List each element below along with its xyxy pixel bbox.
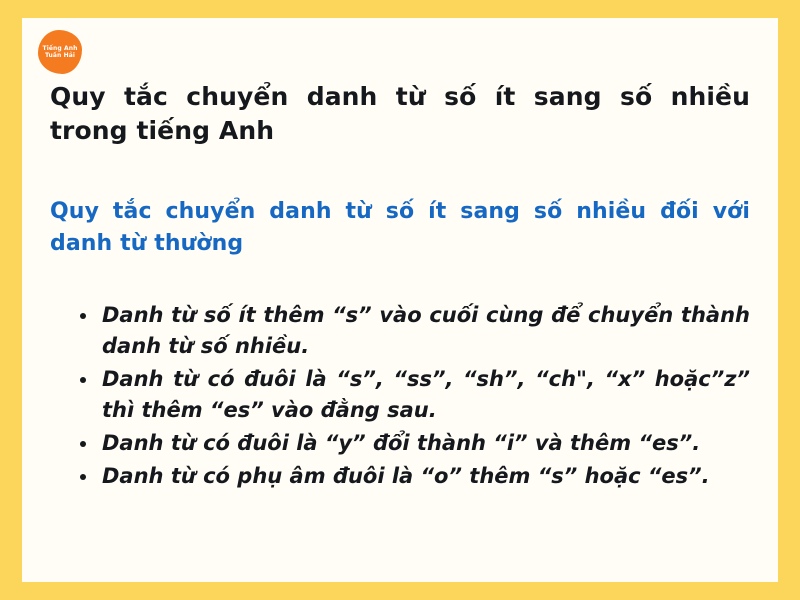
logo-line-1: Tiếng Anh (42, 45, 78, 52)
rules-list (50, 300, 750, 492)
list-item: Danh từ số ít thêm “s” vào cuối cùng để chuyển thành danh từ số nhiều. (98, 300, 750, 362)
document-content (22, 18, 778, 494)
logo-line-2: Tuấn Hải (44, 52, 76, 59)
list-item: Danh từ có đuôi là “y” đổi thành “i” và thêm “es”. (98, 428, 750, 459)
page-title: Quy tắc chuyển danh từ số ít sang số nhiều trong tiếng Anh (50, 82, 750, 145)
list-item: Danh từ có đuôi là “s”, “ss”, “sh”, “ch", “x” hoặc”z” thì thêm “es” vào đằng sau. (98, 364, 750, 426)
list-item: Danh từ có phụ âm đuôi là “o” thêm “s” hoặc “es”. (98, 461, 750, 492)
document-card (22, 18, 778, 582)
section-heading: Quy tắc chuyển danh từ số ít sang số nhiều đối với danh từ thường (50, 199, 750, 256)
